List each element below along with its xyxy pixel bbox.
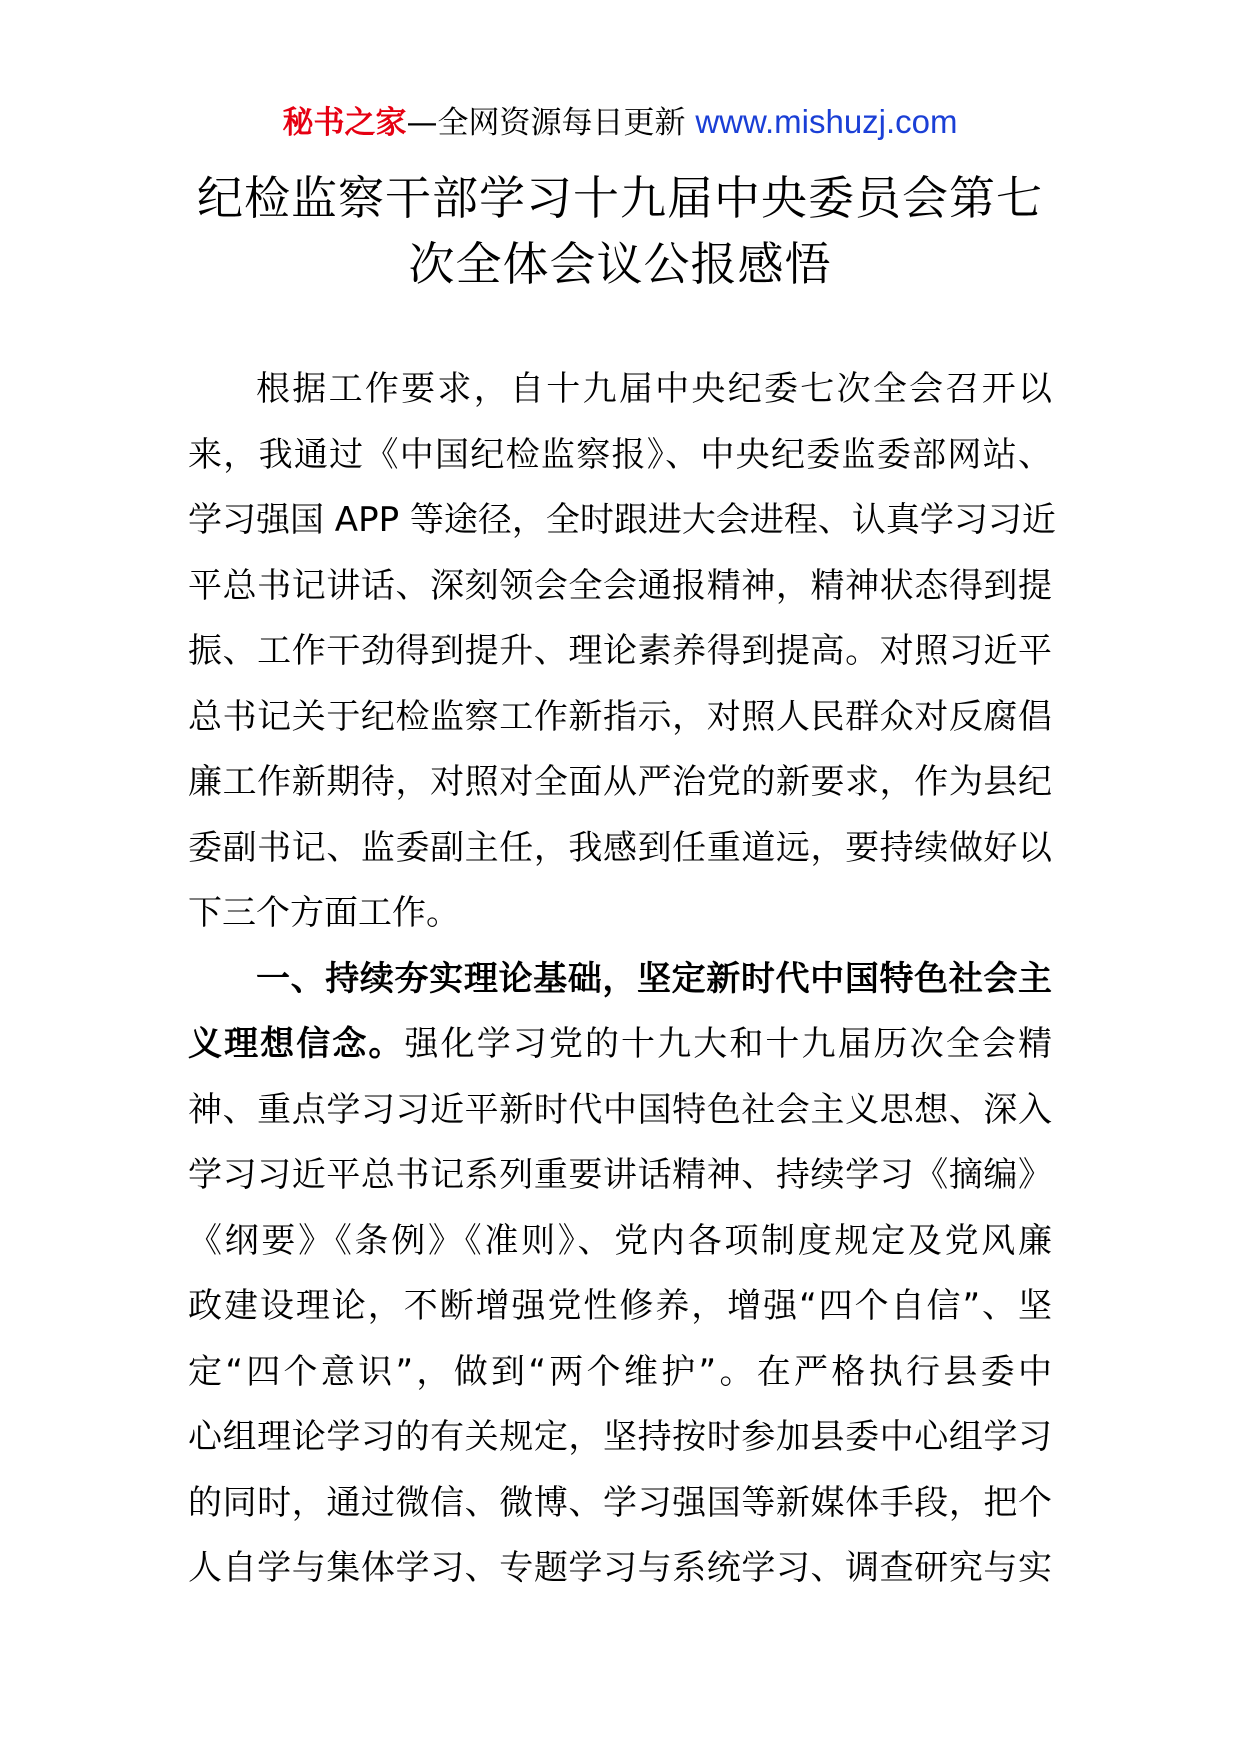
text-line: 学习强国 APP 等途径，全时跟进大会进程、认真学习习近 [188,500,1056,540]
paragraph-section-one [188,947,1052,1602]
header-banner [0,102,1240,143]
title-line: 纪检监察干部学习十九届中央委员会第七 [197,171,1043,225]
text-line: 廉工作新期待，对照对全面从严治党的新要求，作为县纪 [188,762,1052,802]
document-body [188,357,1056,1602]
text-fragment: 强化学习党的十九大和十九届历次全会精 [404,1024,1053,1064]
title-line: 次全体会议公报感悟 [408,237,832,291]
text-line: 来，我通过《中国纪检监察报》、中央纪委监委部网站、 [188,434,1052,475]
text-line: 根据工作要求，自十九届中央纪委七次全会召开以 [256,369,1052,409]
text-line: 定“四个意识”，做到“两个维护”。在严格执行县委中 [188,1351,1052,1392]
text-line: 神、重点学习习近平新时代中国特色社会主义思想、深入 [188,1089,1052,1130]
text-line: 委副书记、监委副主任，我感到任重道远，要持续做好以 [188,827,1052,868]
header-tagline: —全网资源每日更新 [406,105,686,141]
text-line: 《纲要》《条例》《准则》、党内各项制度规定及党风廉 [188,1220,1052,1261]
text-line: 总书记关于纪检监察工作新指示，对照人民群众对反腐倡 [188,696,1052,737]
text-line: 人自学与集体学习、专题学习与系统学习、调查研究与实 [188,1548,1052,1588]
website-link[interactable]: www.mishuzj.com [695,103,958,140]
paragraph-intro [188,357,1056,947]
text-line: 的同时，通过微信、微博、学习强国等新媒体手段，把个 [188,1482,1052,1523]
text-line: 学习习近平总书记系列重要讲话精神、持续学习《摘编》 [188,1155,1052,1195]
section-heading: 一、持续夯实理论基础，坚定新时代中国特色社会主 [256,958,1052,999]
text-line: 下三个方面工作。 [188,893,460,933]
text-line: 振、工作干劲得到提升、理论素养得到提高。对照习近平 [188,631,1052,671]
text-line: 心组理论学习的有关规定，坚持按时参加县委中心组学习 [188,1417,1052,1457]
brand-name: 秘书之家 [282,105,407,141]
text-line [188,1012,1052,1078]
section-heading-tail: 义理想信念。 [188,1024,405,1064]
text-line: 政建设理论，不断增强党性修养，增强“四个自信”、坚 [188,1286,1052,1326]
document-title [190,165,1050,297]
text-line: 平总书记讲话、深刻领会全会通报精神，精神状态得到提 [188,565,1052,606]
